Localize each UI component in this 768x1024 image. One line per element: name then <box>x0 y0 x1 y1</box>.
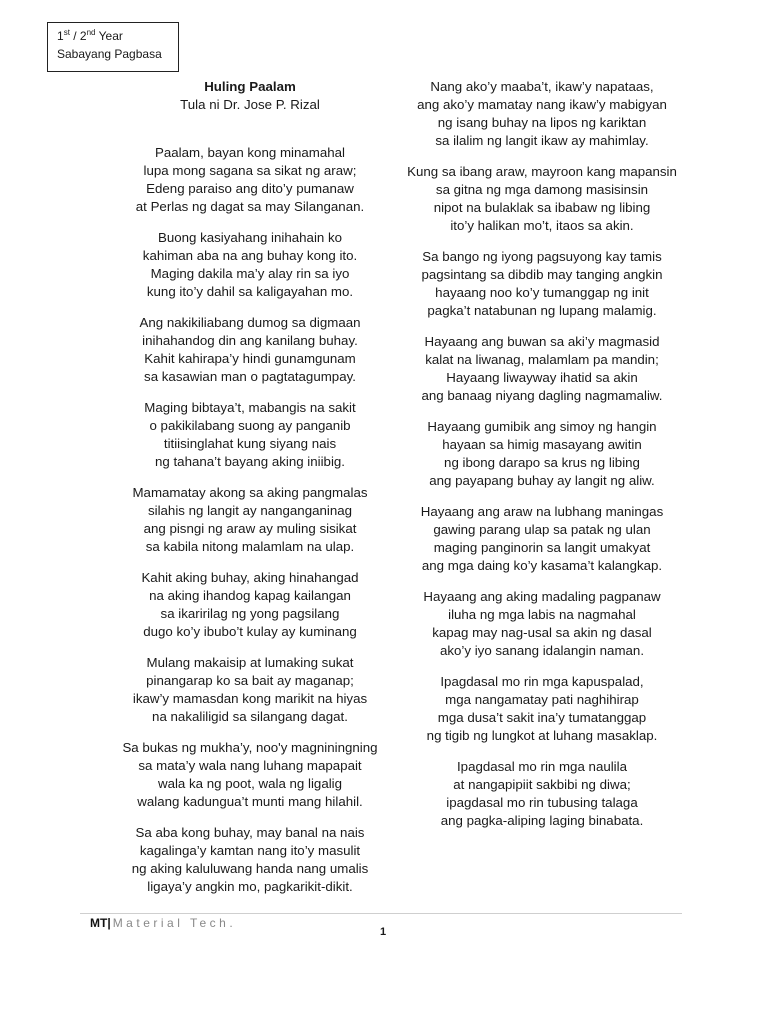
poem-line: Hayaang ang araw na lubhang maningas <box>420 504 664 519</box>
poem-line: Edeng paraiso ang dito’y pumanaw <box>146 181 354 196</box>
year-first-sup: st <box>63 28 70 37</box>
stanza <box>80 484 420 556</box>
footer-brand-sub: Material Tech. <box>112 916 237 930</box>
poem-line: kahiman aba na ang buhay kong ito. <box>142 248 358 263</box>
poem-line: sa kabila nitong malamlam na ulap. <box>145 539 355 554</box>
poem-line: Mulang makaisip at lumaking sukat <box>146 655 354 670</box>
poem-line: ikaw’y mamasdan kong marikit na hiyas <box>132 691 368 706</box>
poem-line: Kahit kahirapa’y hindi gunamgunam <box>144 351 356 366</box>
poem-line: sa ikaririlag ng yong pagsilang <box>160 606 340 621</box>
stanza <box>392 758 692 830</box>
poem-line: at Perlas ng dagat sa may Silanganan. <box>135 199 365 214</box>
poem-line: ako’y iyo sanang idalangin naman. <box>439 643 645 658</box>
stanza <box>80 314 420 386</box>
stanza <box>392 333 692 405</box>
left-stanzas <box>80 144 420 896</box>
poem-line: Sa bukas ng mukha’y, noo'y magniningning <box>122 740 378 755</box>
poem-line: Ipagdasal mo rin mga naulila <box>456 759 627 774</box>
poem-line: hayaang noo ko’y tumanggap ng init <box>435 285 649 300</box>
stanza <box>80 144 420 216</box>
poem-line: ang ako’y mamatay nang ikaw’y mabigyan <box>417 97 667 112</box>
poem-line: na aking ihandog kapag kailangan <box>149 588 351 603</box>
poem-line: maging panginorin sa langit umakyat <box>433 540 651 555</box>
poem-line: Kahit aking buhay, aking hinahangad <box>141 570 359 585</box>
poem-line: ligaya’y angkin mo, pagkarikit-dikit. <box>147 879 353 894</box>
poem-line: o pakikilabang suong ay panganib <box>149 418 351 433</box>
poem-line: ang payapang buhay ay langit ng aliw. <box>429 473 655 488</box>
poem-line: ang pisngi ng araw ay muling sisikat <box>143 521 357 536</box>
poem-line: sa gitna ng mga damong masisinsin <box>435 182 649 197</box>
poem-line: pagka’t natabunan ng lupang malamig. <box>427 303 657 318</box>
poem-line: sa ilalim ng langit ikaw ay mahimlay. <box>435 133 649 148</box>
poem-line: Sa aba kong buhay, may banal na nais <box>135 825 365 840</box>
footer-brand <box>90 916 236 930</box>
poem-line: ito’y halikan mo’t, itaos sa akin. <box>450 218 634 233</box>
poem-line: Hayaang gumibik ang simoy ng hangin <box>427 419 657 434</box>
poem-line: kung ito’y dahil sa kaligayahan mo. <box>146 284 354 299</box>
stanza <box>80 739 420 811</box>
poem-line: lupa mong sagana sa sikat ng araw; <box>143 163 357 178</box>
poem-line: Ipagdasal mo rin mga kapuspalad, <box>440 674 644 689</box>
poem-line: inihahandog din ang kanilang buhay. <box>142 333 358 348</box>
header-label-box <box>47 22 179 72</box>
poem-line: mga nangamatay pati naghihirap <box>445 692 639 707</box>
stanza <box>80 569 420 641</box>
poem-line: ang banaag niyang dagling nagmamaliw. <box>421 388 663 403</box>
poem-title: Huling Paalam <box>204 79 296 94</box>
poem-line: Hayaang liwayway ihatid sa akin <box>446 370 638 385</box>
subject-label: Sabayang Pagbasa <box>57 47 162 61</box>
footer-brand-mark: MT| <box>90 916 111 930</box>
poem-line: Maging dakila ma’y alay rin sa iyo <box>150 266 350 281</box>
page-number: 1 <box>380 926 387 938</box>
stanza <box>392 588 692 660</box>
poem-line: Buong kasiyahang inihahain ko <box>157 230 343 245</box>
stanza <box>392 248 692 320</box>
year-second-sup: nd <box>86 28 96 37</box>
poem-line: Hayaang ang aking madaling pagpanaw <box>423 589 661 604</box>
poem-line: ng tahana’t bayang aking iniibig. <box>155 454 345 469</box>
poem-line: walang kadungua’t munti mang hilahil. <box>137 794 363 809</box>
poem-line: sa mata’y wala nang luhang mapapait <box>138 758 362 773</box>
poem-line: ang mga daing ko’y kasama’t kalangkap. <box>421 558 663 573</box>
year-sep: / 2 <box>69 29 87 43</box>
poem-line: ipagdasal mo rin tubusing talaga <box>446 795 638 810</box>
poem-line: ang pagka-aliping laging binabata. <box>440 813 644 828</box>
stanza <box>392 78 692 150</box>
poem-line: titiisinglahat kung siyang nais <box>163 436 337 451</box>
poem-line: dugo ko’y ibubo’t kulay ay kuminang <box>143 624 357 639</box>
right-stanzas <box>392 78 692 830</box>
poem-line: ng tigib ng lungkot at luhang masaklap. <box>426 728 658 743</box>
poem-left-column <box>80 78 420 896</box>
poem-line: na nakaliligid sa silangang dagat. <box>152 709 348 724</box>
poem-line: pagsintang sa dibdib may tanging angkin <box>421 267 663 282</box>
stanza <box>392 503 692 575</box>
poem-line: at nangapipiit sakbibi ng diwa; <box>453 777 631 792</box>
poem-line: Mamamatay akong sa aking pangmalas <box>132 485 368 500</box>
stanza <box>392 418 692 490</box>
poem-line: Ang nakikiliabang dumog sa digmaan <box>139 315 361 330</box>
poem-line: gawing parang ulap sa patak ng ulan <box>433 522 651 537</box>
poem-line: Sa bango ng iyong pagsuyong kay tamis <box>422 249 662 264</box>
poem-line: kapag may nag-usal sa akin ng dasal <box>432 625 652 640</box>
stanza <box>80 654 420 726</box>
stanza <box>392 163 692 235</box>
poem-line: sa kasawian man o pagtatagumpay. <box>144 369 356 384</box>
poem-line: Nang ako’y maaba’t, ikaw’y napataas, <box>430 79 654 94</box>
poem-line: hayaan sa himig masayang awitin <box>442 437 642 452</box>
poem-line: kalat na liwanag, malamlam pa mandin; <box>425 352 659 367</box>
poem-line: Paalam, bayan kong minamahal <box>155 145 345 160</box>
poem-line: Kung sa ibang araw, mayroon kang mapansin <box>407 164 677 179</box>
poem-right-column <box>392 78 692 830</box>
poem-line: mga dusa’t sakit ina’y tumatanggap <box>437 710 647 725</box>
poem-line: wala ka ng poot, wala ng ligalig <box>157 776 343 791</box>
poem-line: Hayaang ang buwan sa aki’y magmasid <box>424 334 660 349</box>
year-level <box>57 27 178 45</box>
footer-divider <box>80 913 682 914</box>
poem-line: nipot na bulaklak sa ibabaw ng libing <box>433 200 651 215</box>
poem-line: Maging bibtaya’t, mabangis na sakit <box>144 400 356 415</box>
poem-subtitle: Tula ni Dr. Jose P. Rizal <box>180 97 320 112</box>
stanza <box>80 399 420 471</box>
poem-line: silahis ng langit ay nanganganinag <box>147 503 353 518</box>
poem-line: ng aking kaluluwang handa nang umalis <box>131 861 369 876</box>
stanza <box>80 229 420 301</box>
poem-line: kagalinga’y kamtan nang ito’y masulit <box>139 843 361 858</box>
poem-line: ng isang buhay na lipos ng kariktan <box>437 115 647 130</box>
stanza <box>392 673 692 745</box>
poem-line: iluha ng mga labis na nagmahal <box>448 607 636 622</box>
stanza <box>80 824 420 896</box>
year-word: Year <box>95 29 123 43</box>
poem-line: pinangarap ko sa bait ay maganap; <box>146 673 354 688</box>
year-first: 1 <box>57 29 64 43</box>
poem-line: ng ibong darapo sa krus ng libing <box>444 455 640 470</box>
